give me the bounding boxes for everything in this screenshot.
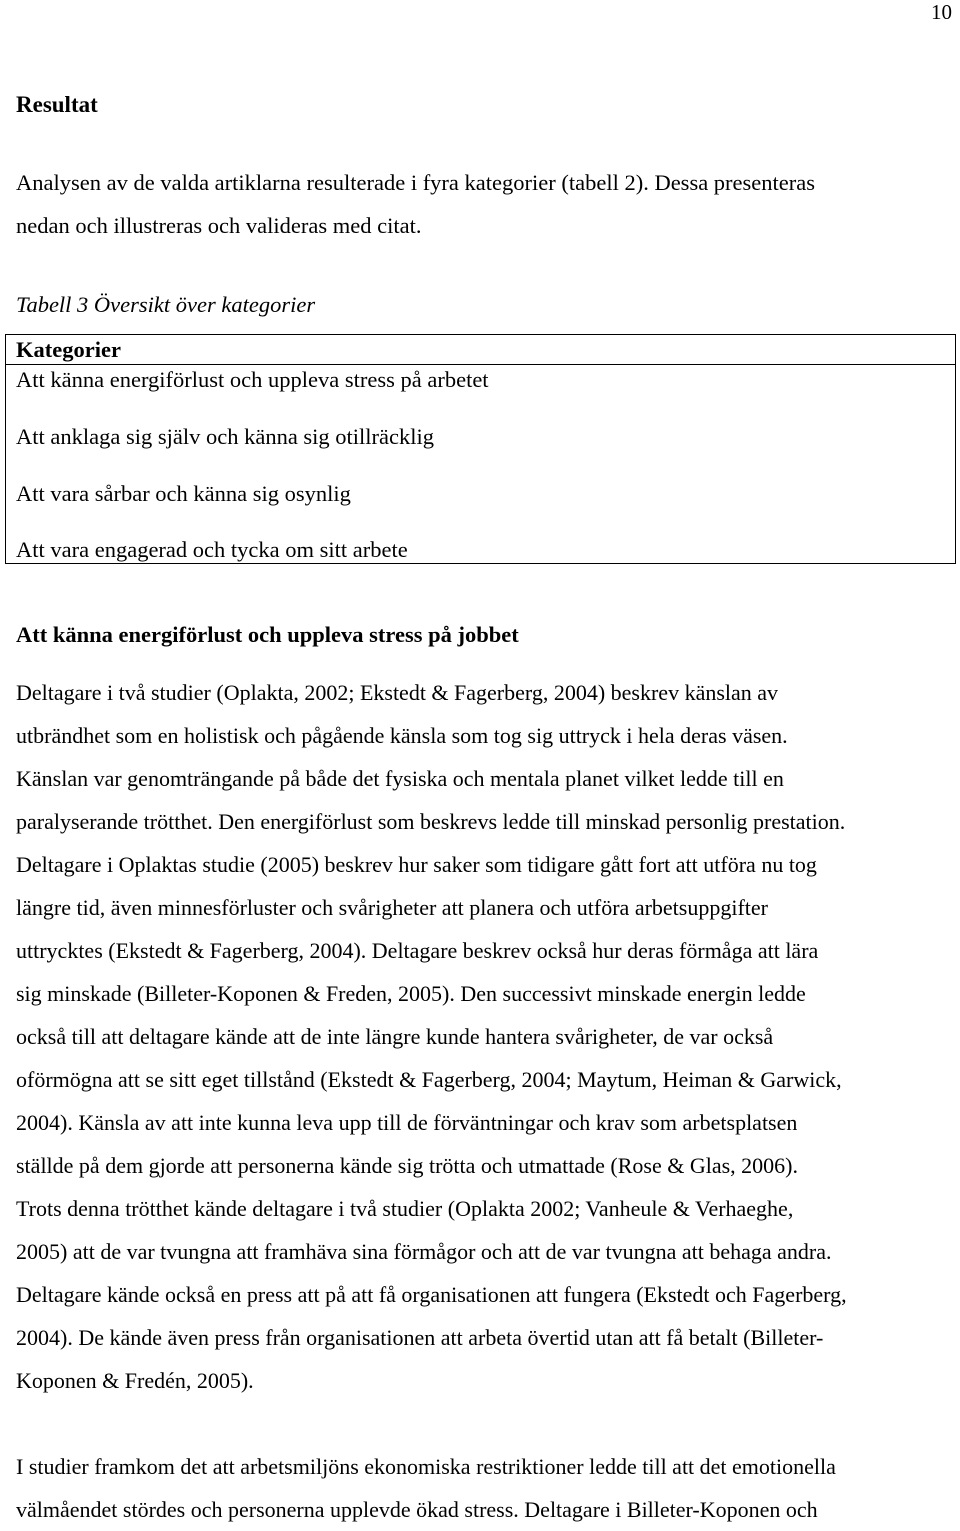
text-line: Deltagare i Oplaktas studie (2005) beskrev hur saker som tidigare gått fort att utföra nu tog <box>16 852 817 877</box>
text-line: ställde på dem gjorde att personerna kände sig trötta och utmattade (Rose & Glas, 2006). <box>16 1153 798 1178</box>
text-line: Koponen & Fredén, 2005). <box>16 1368 254 1393</box>
text-line: välmåendet stördes och personerna upplevde ökad stress. Deltagare i Billeter-Koponen och <box>16 1497 818 1522</box>
table-row: Att vara engagerad och tycka om sitt arbete <box>16 537 408 562</box>
intro-paragraph <box>16 161 946 247</box>
body-paragraph-2 <box>16 1445 956 1531</box>
table-header: Kategorier <box>16 337 121 362</box>
section-heading: Att känna energiförlust och uppleva stress på jobbet <box>16 622 519 647</box>
text-line: Trots denna trötthet kände deltagare i två studier (Oplakta 2002; Vanheule & Verhaeghe, <box>16 1196 794 1221</box>
text-line: uttrycktes (Ekstedt & Fagerberg, 2004). Deltagare beskrev också hur deras förmåga att lära <box>16 938 819 963</box>
text-line: 2004). De kände även press från organisationen att arbeta övertid utan att få betalt (Billeter- <box>16 1325 824 1350</box>
text-line: Deltagare i två studier (Oplakta, 2002; Ekstedt & Fagerberg, 2004) beskrev känslan av <box>16 680 779 705</box>
text-line: Deltagare kände också en press att på att få organisationen att fungera (Ekstedt och Fagerberg, <box>16 1282 847 1307</box>
text-line: oförmögna att se sitt eget tillstånd (Ekstedt & Fagerberg, 2004; Maytum, Heiman & Garwick, <box>16 1067 842 1092</box>
intro-line: nedan och illustreras och valideras med citat. <box>16 213 422 238</box>
category-table <box>5 334 956 564</box>
page-heading: Resultat <box>16 92 98 117</box>
table-caption: Tabell 3 Översikt över kategorier <box>16 292 316 317</box>
text-line: 2004). Känsla av att inte kunna leva upp till de förväntningar och krav som arbetsplatsen <box>16 1110 798 1135</box>
text-line: utbrändhet som en holistisk och pågående känsla som tog sig uttryck i hela deras väsen. <box>16 723 788 748</box>
intro-line: Analysen av de valda artiklarna resulterade i fyra kategorier (tabell 2). Dessa presenteras <box>16 170 816 195</box>
text-line: Känslan var genomträngande på både det fysiska och mentala planet vilket ledde till en <box>16 766 784 791</box>
text-line: sig minskade (Billeter-Koponen & Freden, 2005). Den successivt minskade energin ledde <box>16 981 806 1006</box>
text-line: paralyserande trötthet. Den energiförlust som beskrevs ledde till minskad personlig prestation. <box>16 809 846 834</box>
page-number: 10 <box>931 0 952 24</box>
text-line: 2005) att de var tvungna att framhäva sina förmågor och att de var tvungna att behaga andra. <box>16 1239 832 1264</box>
table-row: Att känna energiförlust och uppleva stress på arbetet <box>16 367 489 392</box>
text-line: också till att deltagare kände att de inte längre kunde hantera svårigheter, de var också <box>16 1024 774 1049</box>
text-line: längre tid, även minnesförluster och svårigheter att planera och utföra arbetsuppgifter <box>16 895 768 920</box>
body-paragraph-1 <box>16 671 956 1402</box>
text-line: I studier framkom det att arbetsmiljöns ekonomiska restriktioner ledde till att det emotionella <box>16 1454 836 1479</box>
table-row: Att vara sårbar och känna sig osynlig <box>16 481 351 506</box>
table-row: Att anklaga sig själv och känna sig otillräcklig <box>16 424 435 449</box>
